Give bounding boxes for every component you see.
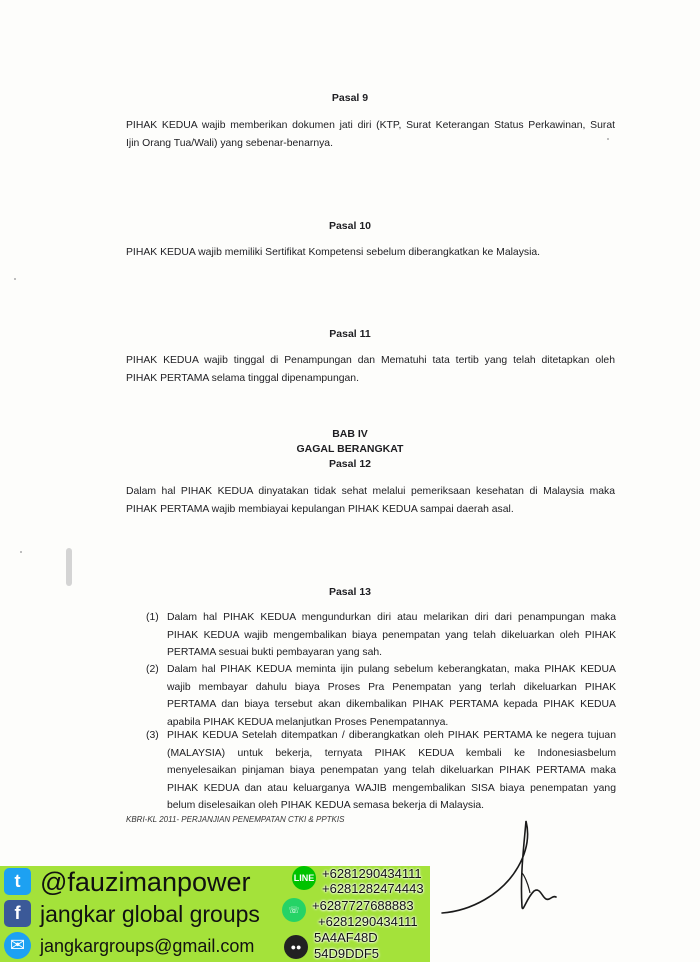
pasal-13-heading: Pasal 13	[328, 586, 372, 598]
text-line: PIHAK KEDUA wajib mengembalikan biaya penempatan yang telah dikeluarkan oleh PIHAK	[167, 629, 616, 641]
twitter-icon: t	[4, 868, 31, 895]
email-address[interactable]: jangkargroups@gmail.com	[40, 936, 255, 956]
scan-mark	[20, 551, 22, 553]
pasal-12-heading: Pasal 12	[328, 458, 372, 470]
scan-mark	[14, 278, 16, 280]
item-number: (1)	[146, 612, 159, 623]
pasal-9-text	[126, 117, 615, 152]
bab-heading: BAB IV	[332, 428, 368, 440]
line-icon: LINE	[292, 866, 316, 890]
bab-title: GAGAL BERANGKAT	[296, 443, 404, 455]
line-number: +6281290434111	[322, 866, 422, 881]
text-line: PERTAMA dan biaya tersebut akan dikembalikan PIHAK PERTAMA kepada PIHAK KEDUA	[167, 699, 616, 710]
text-line: PIHAK PERTAMA wajib membiayai kepulangan PIHAK KEDUA sampai daerah asal.	[126, 503, 514, 515]
text-line: Dalam hal PIHAK KEDUA mengundurkan diri atau melarikan diri dari penampungan maka	[167, 612, 616, 623]
pasal-10-heading: Pasal 10	[328, 220, 372, 232]
whatsapp-number: +6281290434111	[318, 914, 418, 929]
whatsapp-number: +6287727688883	[312, 898, 414, 913]
text-line: PIHAK KEDUA wajib memberikan dokumen jati diri (KTP, Surat Keterangan Status Perkawinan, Surat	[126, 120, 615, 131]
email-icon: ✉	[4, 932, 31, 959]
text-line: PIHAK KEDUA wajib memiliki Sertifikat Kompetensi sebelum diberangkatkan ke Malaysia.	[126, 247, 541, 258]
text-line: PIHAK PERTAMA selama tinggal dipenampungan.	[126, 372, 359, 384]
text-line: Dalam hal PIHAK KEDUA meminta ijin pulang sebelum keberangkatan, maka PIHAK KEDUA	[167, 664, 616, 675]
whatsapp-icon: ☏	[282, 898, 306, 922]
text-line: menyelesaikan pinjaman biaya penempatan yang telah dikeluarkan PIHAK PERTAMA maka	[167, 765, 616, 776]
text-line: apabila PIHAK KEDUA melanjutkan Proses Penempatannya.	[167, 716, 449, 728]
text-line: belum diselesaikan oleh PIHAK KEDUA semasa bekerja di Malaysia.	[167, 800, 485, 811]
text-line: (MALAYSIA) untuk bekerja, ternyata PIHAK KEDUA kembali ke Indonesiasbelum	[167, 747, 616, 759]
text-line: Ijin Orang Tua/Wali) yang sebenar-benarnya.	[126, 137, 333, 149]
item-number: (2)	[146, 664, 159, 675]
pasal-9-heading: Pasal 9	[331, 92, 369, 104]
pasal-11-text	[126, 352, 615, 387]
pasal-12-text	[126, 483, 615, 518]
text-line: PIHAK KEDUA Setelah ditempatkan / diberangkatkan oleh PIHAK PERTAMA ke negera tujuan	[167, 730, 616, 741]
text-line: wajib membayar dahulu biaya Proses Pra Penempatan yang terlah dikeluarkan PIHAK	[167, 681, 616, 693]
facebook-name[interactable]: jangkar global groups	[40, 901, 260, 927]
facebook-icon: f	[4, 900, 31, 927]
text-line: PIHAK KEDUA wajib tinggal di Penampungan dan Mematuhi tata tertib yang telah ditetapkan oleh	[126, 355, 615, 366]
scan-mark	[66, 548, 72, 586]
text-line: PIHAK KEDUA dan atau keluarganya WAJIB mengembalikan SISA biaya penempatan yang	[167, 782, 616, 794]
text-line: PERTAMA sesuai bukti pembayaran yang sah.	[167, 647, 383, 658]
phone-contacts	[288, 866, 700, 962]
footer-note: KBRI-KL 2011- PERJANJIAN PENEMPATAN CTKI & PPTKIS	[126, 815, 345, 824]
pasal-11-heading: Pasal 11	[329, 328, 371, 340]
line-number: +6281282474443	[322, 881, 424, 896]
bbm-pin: 5A4AF48D	[314, 930, 378, 945]
scan-mark	[607, 138, 609, 140]
item-number: (3)	[146, 730, 159, 741]
twitter-handle[interactable]: @fauzimanpower	[40, 867, 251, 897]
bbm-pin: 54D9DDF5	[314, 946, 380, 961]
bbm-icon: ●●	[284, 935, 308, 959]
pasal-10-text	[126, 244, 615, 262]
text-line: Dalam hal PIHAK KEDUA dinyatakan tidak sehat melalui pemeriksaan kesehatan di Malaysia maka	[126, 486, 615, 497]
